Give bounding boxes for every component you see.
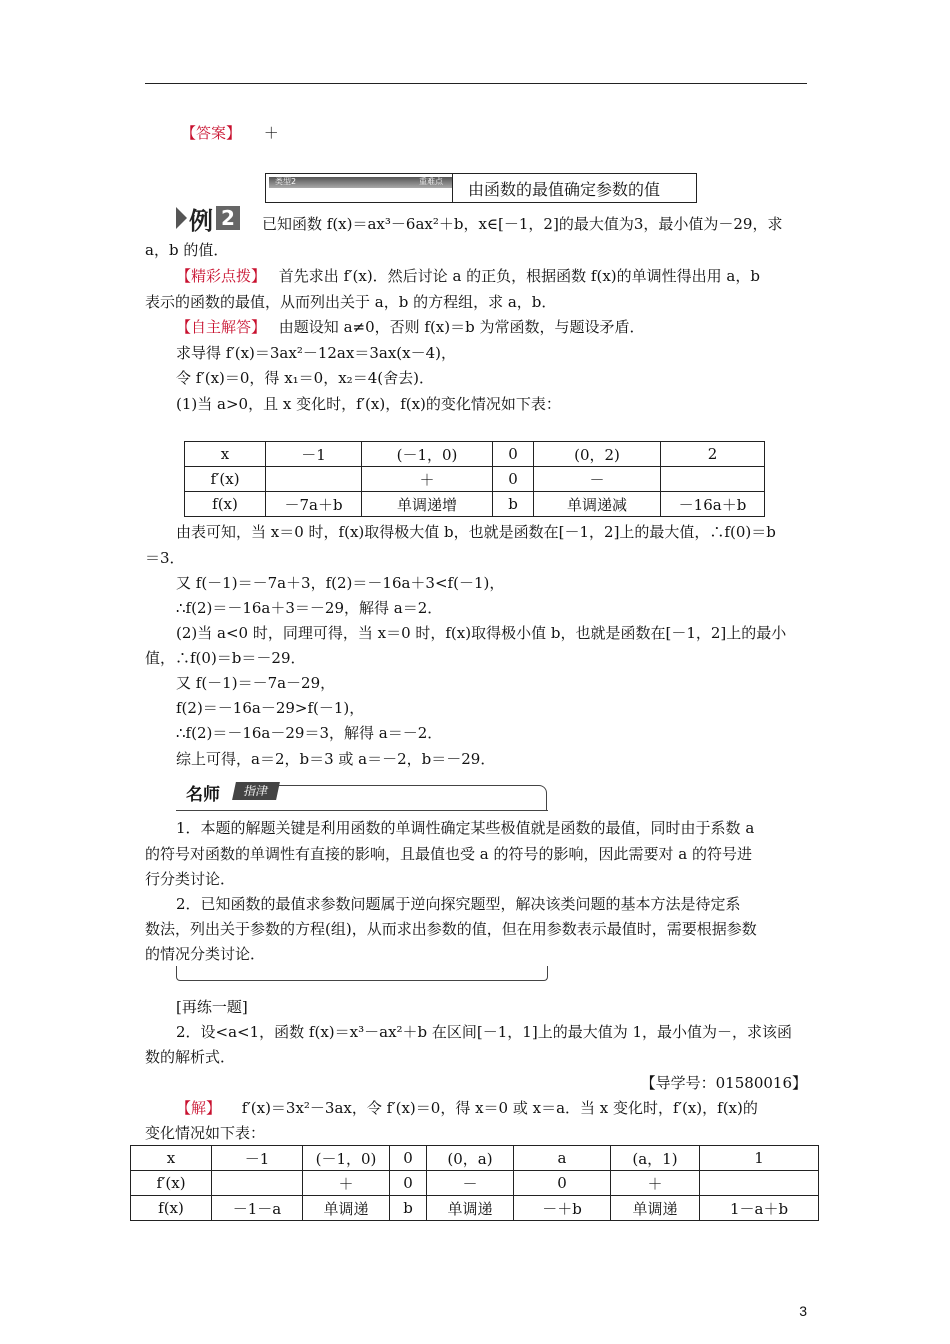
table-row: [185, 467, 765, 492]
body-line: ∴f(2)＝－16a－29＝3，解得 a＝－2．: [176, 724, 443, 742]
body-line: 值，∴f(0)＝b＝－29．: [145, 649, 306, 667]
answer-label: 【答案】: [181, 124, 242, 142]
practice-line-1: 2．设<a<1，函数 f(x)＝x³－ax²＋b 在区间[－1，1]上的最大值为 1，最小值为－，求该函: [176, 1023, 793, 1041]
table-cell: 单调递: [427, 1196, 514, 1221]
hint-text-1: 首先求出 f′(x)．然后讨论 a 的正负，根据函数 f(x)的单调性得出用 a，b: [278, 267, 760, 285]
table-cell: ＋: [303, 1171, 390, 1196]
teacher-tip-header: [176, 782, 548, 812]
table-cell: f(x): [131, 1196, 212, 1221]
practice-line-2: 数的解析式．: [145, 1048, 236, 1066]
body-line: ＝3．: [145, 549, 185, 567]
table-cell: －1－a: [212, 1196, 303, 1221]
variation-table-2: [130, 1145, 819, 1221]
body-line: 由表可知，当 x＝0 时，f(x)取得极大值 b，也就是函数在[－1，2]上的最大值，∴f(0)＝b: [176, 523, 776, 541]
example-word: 例: [189, 206, 213, 235]
table-cell: －16a＋b: [661, 492, 765, 517]
table-cell: b: [390, 1196, 427, 1221]
section-divider: [452, 174, 453, 202]
body-line: 又 f(－1)＝－7a＋3，f(2)＝－16a＋3<f(－1)，: [176, 574, 505, 592]
body-line: ∴f(2)＝－16a＋3＝－29，解得 a＝2．: [176, 599, 443, 617]
body-line: 又 f(－1)＝－7a－29，: [176, 674, 336, 692]
table-cell: ＋: [362, 467, 493, 492]
table-cell: 0: [390, 1171, 427, 1196]
table-cell: 单调递减: [534, 492, 661, 517]
table-cell: [212, 1171, 303, 1196]
table-cell: b: [493, 492, 534, 517]
tip-line: 的情况分类讨论．: [145, 945, 266, 963]
page-number: 3: [799, 1303, 807, 1319]
answer2-label: 【解】: [176, 1099, 222, 1117]
table-cell: 单调递: [611, 1196, 700, 1221]
solution-label: 【自主解答】: [176, 318, 267, 336]
table-cell: 0: [390, 1146, 427, 1171]
table-cell: ＋: [611, 1171, 700, 1196]
body-line: 综上可得，a＝2，b＝3 或 a＝－2，b＝－29．: [176, 750, 496, 768]
guide-number: 【导学号：01580016】: [640, 1074, 807, 1092]
header-curve: [276, 785, 547, 810]
table-cell: (－1，0): [362, 442, 493, 467]
triangle-icon: [176, 207, 187, 229]
table-cell: f′(x): [131, 1171, 212, 1196]
table-cell: x: [185, 442, 266, 467]
table-row: [131, 1171, 819, 1196]
table-cell: 2: [661, 442, 765, 467]
example-number: 2: [216, 206, 240, 230]
problem-line-2: a，b 的值．: [145, 241, 229, 259]
tip-line: 数法，列出关于参数的方程(组)，从而求出参数的值，但在用参数表示最值时，需要根据参数: [145, 920, 757, 938]
answer-value: ＋: [263, 124, 279, 142]
tip-line: 2．已知函数的最值求参数问题属于逆向探究题型，解决该类问题的基本方法是待定系: [176, 895, 741, 913]
table-cell: f′(x): [185, 467, 266, 492]
table-cell: 0: [493, 467, 534, 492]
table-cell: －1: [266, 442, 362, 467]
answer2-line-1: [176, 1097, 807, 1119]
hint-line-1: [176, 265, 807, 287]
teacher-label: 名师: [186, 785, 220, 805]
tip-line: 的符号对函数的单调性有直接的影响，且最值也受 a 的符号的影响，因此需要对 a 的符号进: [145, 845, 752, 863]
table-row: [185, 492, 765, 517]
solution-line-2: 求导得 f′(x)＝3ax²－12ax＝3ax(x－4)，: [176, 344, 456, 362]
solution-line-4: (1)当 a>0，且 x 变化时，f′(x)，f(x)的变化情况如下表：: [176, 395, 561, 413]
section-tag-left: 类型2: [275, 177, 297, 186]
problem-line-1: 已知函数 f(x)＝ax³－6ax²＋b，x∈[－1，2]的最大值为3，最小值为－29，求: [262, 215, 783, 233]
table-cell: (0，2): [534, 442, 661, 467]
table-cell: f(x): [185, 492, 266, 517]
tip-bracket-bottom: [176, 966, 548, 981]
answer-line: [145, 122, 807, 144]
body-line: f(2)＝－16a－29>f(－1)，: [176, 699, 365, 717]
table-row: [131, 1146, 819, 1171]
variation-table-1: [184, 441, 765, 517]
teacher-tag: 指津: [232, 782, 280, 800]
table-cell: －＋b: [514, 1196, 611, 1221]
table-row: [131, 1196, 819, 1221]
section-tag: [269, 177, 452, 188]
solution-line-3: 令 f′(x)＝0，得 x₁＝0，x₂＝4(舍去)．: [176, 369, 434, 387]
solution-line-1: [176, 316, 807, 338]
table-cell: 1: [700, 1146, 819, 1171]
section-tag-right: 重难点: [419, 177, 443, 186]
table-cell: 1－a＋b: [700, 1196, 819, 1221]
section-title: 由函数的最值确定参数的值: [468, 180, 661, 199]
table-cell: －: [534, 467, 661, 492]
table-cell: (0，a): [427, 1146, 514, 1171]
answer2-text-1: f′(x)＝3x²－3ax，令 f′(x)＝0，得 x＝0 或 x＝a．当 x 变化时，f′(x)，f(x)的: [241, 1099, 758, 1117]
table-cell: x: [131, 1146, 212, 1171]
table-cell: 单调递增: [362, 492, 493, 517]
solution-text-1: 由题设知 a≠0，否则 f(x)＝b 为常函数，与题设矛盾．: [278, 318, 645, 336]
table-row: [185, 442, 765, 467]
header-rule: [145, 83, 807, 84]
practice-label: [再练一题]: [176, 998, 248, 1016]
header-baseline: [176, 810, 548, 811]
table-cell: (a，1): [611, 1146, 700, 1171]
table-cell: －1: [212, 1146, 303, 1171]
body-line: (2)当 a<0 时，同理可得，当 x＝0 时，f(x)取得极小值 b，也就是函数在[－1，2]上的最小: [176, 624, 787, 642]
table-cell: －: [427, 1171, 514, 1196]
table-cell: a: [514, 1146, 611, 1171]
hint-line-2: 表示的函数的最值，从而列出关于 a，b 的方程组，求 a，b．: [145, 293, 557, 311]
answer2-line-2: 变化情况如下表：: [145, 1124, 266, 1142]
hint-label: 【精彩点拨】: [176, 267, 267, 285]
tip-line: 1．本题的解题关键是利用函数的单调性确定某些极值就是函数的最值，同时由于系数 a: [176, 819, 755, 837]
table-cell: 0: [493, 442, 534, 467]
table-cell: 0: [514, 1171, 611, 1196]
table-cell: (－1，0): [303, 1146, 390, 1171]
table-cell: [661, 467, 765, 492]
section-heading: [265, 173, 697, 203]
table-cell: [266, 467, 362, 492]
tip-line: 行分类讨论．: [145, 870, 236, 888]
table-cell: 单调递: [303, 1196, 390, 1221]
table-cell: －7a＋b: [266, 492, 362, 517]
table-cell: [700, 1171, 819, 1196]
example-badge: [176, 203, 240, 233]
